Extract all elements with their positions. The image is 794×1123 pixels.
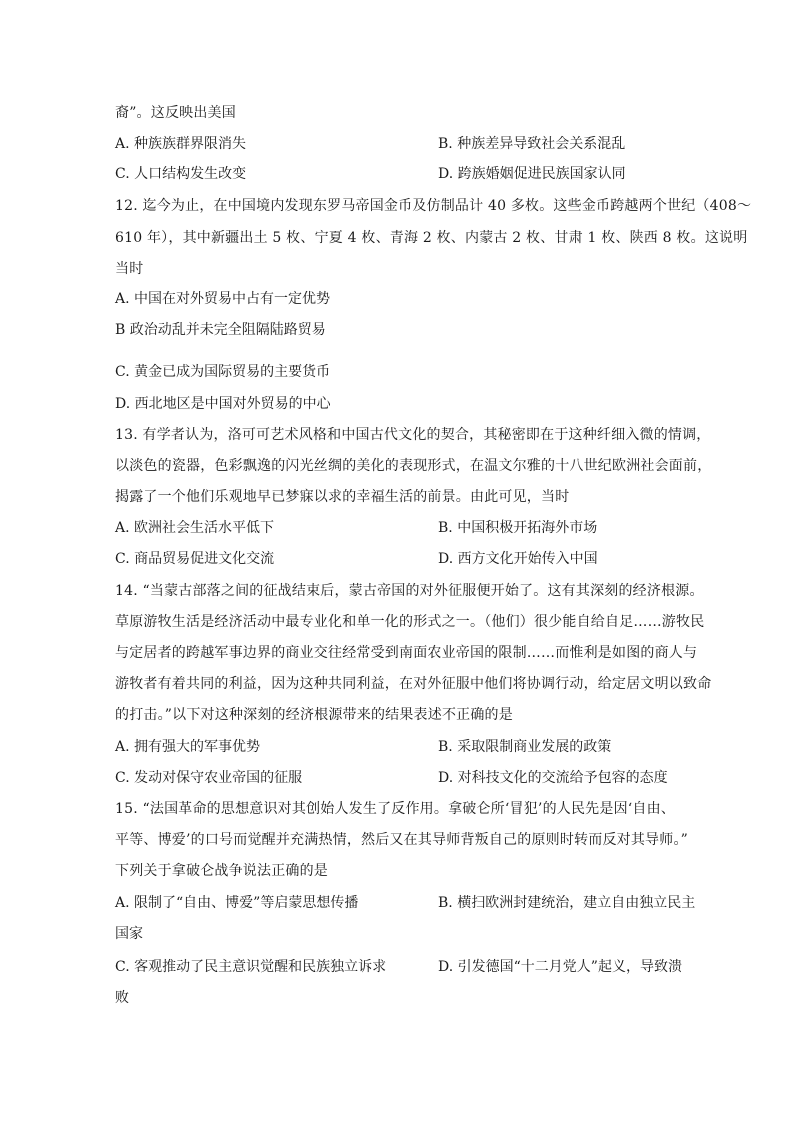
q11-option-b: B. 种族差异导致社会关系混乱 (438, 136, 626, 152)
q12-stem-line-3: 当时 (115, 261, 144, 277)
q14-option-d: D. 对科技文化的交流给予包容的态度 (438, 770, 668, 786)
q14-option-c: C. 发动对保守农业帝国的征服 (115, 770, 303, 786)
q13-option-c: C. 商品贸易促进文化交流 (115, 551, 275, 567)
q14-stem-line-5: 的打击。”以下对这种深刻的经济根源带来的结果表述不正确的是 (115, 707, 513, 723)
q12-option-a: A. 中国在对外贸易中占有一定优势 (115, 291, 331, 307)
q11-option-a: A. 种族族群界限消失 (115, 136, 247, 152)
q14-option-a: A. 拥有强大的军事优势 (115, 739, 261, 755)
q11-option-c: C. 人口结构发生改变 (115, 166, 247, 182)
q13-option-d: D. 西方文化开始传入中国 (438, 551, 598, 567)
q14-stem-line-4: 游牧者有着共同的利益，因为这种共同利益，在对外征服中他们将协调行动，给定居文明以致命 (115, 676, 712, 692)
q15-stem-line-1: 15. “法国革命的思想意识对其创始人发生了反作用。拿破仑所‘冒犯’的人民先是因‘自由、 (115, 801, 676, 817)
q11-option-d: D. 跨族婚姻促进民族国家认同 (438, 166, 626, 182)
q11-stem-tail: 裔”。这反映出美国 (115, 105, 236, 121)
q14-stem-line-3: 与定居者的跨越军事边界的商业交往经常受到南面农业帝国的限制……而惟利是如图的商人与 (115, 645, 698, 661)
q15-stem-line-2: 平等、博爱’的口号而觉醒并充满热情，然后又在其导师背叛自己的原则时转而反对其导师。” (115, 832, 689, 848)
q15-option-b-continuation: 国家 (115, 926, 143, 942)
q15-stem-line-3: 下列关于拿破仑战争说法正确的是 (115, 863, 328, 879)
q12-option-d: D. 西北地区是中国对外贸易的中心 (115, 396, 331, 412)
q13-stem-line-2: 以淡色的瓷器，色彩飘逸的闪光丝绸的美化的表现形式，在温文尔雅的十八世纪欧洲社会面前， (115, 458, 712, 474)
q14-option-b: B. 采取限制商业发展的政策 (438, 739, 612, 755)
q15-option-c: C. 客观推动了民主意识觉醒和民族独立诉求 (115, 959, 387, 975)
q15-option-b: B. 横扫欧洲封建统治，建立自由独立民主 (438, 895, 696, 911)
q12-stem-line-1: 12. 迄今为止，在中国境内发现东罗马帝国金币及仿制品计 40 多枚。这些金币跨越两个世纪（408～ (115, 198, 752, 214)
q15-option-d-continuation: 败 (115, 990, 129, 1006)
q14-stem-line-2: 草原游牧生活是经济活动中最专业化和单一化的形式之一。（他们）很少能自给自足……游牧民 (115, 614, 705, 630)
q15-option-a: A. 限制了“自由、博爱”等启蒙思想传播 (115, 895, 359, 911)
q13-stem-line-3: 揭露了一个他们乐观地早已梦寐以求的幸福生活的前景。由此可见，当时 (115, 489, 570, 505)
q15-option-d: D. 引发德国“十二月党人”起义，导致溃 (438, 959, 682, 975)
q13-option-a: A. 欧洲社会生活水平低下 (115, 520, 275, 536)
q13-option-b: B. 中国积极开拓海外市场 (438, 520, 598, 536)
q12-stem-line-2: 610 年），其中新疆出土 5 枚、宁夏 4 枚、青海 2 枚、内蒙古 2 枚、甘肃 1 枚、陕西 8 枚。这说明 (115, 230, 748, 246)
q12-option-c: C. 黄金已成为国际贸易的主要货币 (115, 364, 331, 380)
q14-stem-line-1: 14. “当蒙古部落之间的征战结束后，蒙古帝国的对外征服便开始了。这有其深刻的经济根源。 (115, 583, 704, 599)
q13-stem-line-1: 13. 有学者认为，洛可可艺术风格和中国古代文化的契合，其秘密即在于这种纤细入微的情调， (115, 427, 711, 443)
q12-option-b: B 政治动乱并未完全阻隔陆路贸易 (115, 322, 326, 338)
